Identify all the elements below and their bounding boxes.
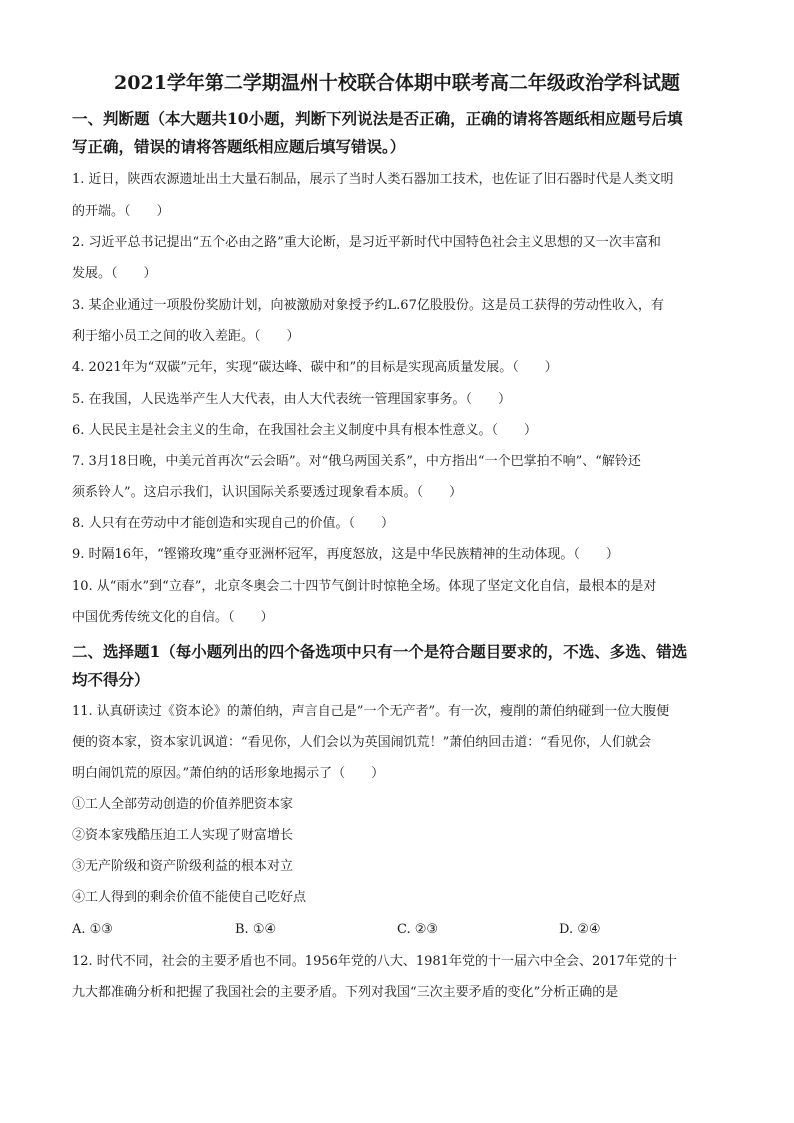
question-11-line2: 便的资本家，资本家讥讽道：“看见你，人们会以为英国闹饥荒！”萧伯纳回击道：“看见你，人们就会 <box>72 735 651 750</box>
question-10-line1: 10. 从“雨水”到“立春”，北京冬奥会二十四节气倒计时惊艳全场。体现了坚定文化自信，最根本的是对 <box>72 579 657 594</box>
question-3-line2: 利于缩小员工之间的收入差距。（ ） <box>72 329 300 344</box>
section1-heading-line1: 一、判断题（本大题共10小题，判断下列说法是否正确，正确的请将答题纸相应题号后填 <box>72 109 683 128</box>
question-11-item-4: ④工人得到的剩余价值不能使自己吃好点 <box>72 890 307 905</box>
section1-heading-line2: 写正确，错误的请将答题纸相应题后填写错误。） <box>72 137 406 156</box>
question-12-line1: 12. 时代不同，社会的主要矛盾也不同。1956年党的八大、1981年党的十一届六中全会、2017年党的十 <box>72 954 678 969</box>
question-5: 5. 在我国，人民选举产生人大代表，由人大代表统一管理国家事务。（ ） <box>72 392 512 407</box>
section2-heading-line2: 均不得分） <box>72 670 150 689</box>
question-11-line3: 明白闹饥荒的原因。”萧伯纳的话形象地揭示了（ ） <box>72 766 385 781</box>
question-11-option-c: C. ②③ <box>397 922 439 937</box>
question-2-line1: 2. 习近平总书记提出“五个必由之路”重大论断，是习近平新时代中国特色社会主义思想的又一次丰富和 <box>72 235 661 250</box>
question-11-item-1: ①工人全部劳动创造的价值养肥资本家 <box>72 797 294 812</box>
question-12-line2: 九大都准确分析和把握了我国社会的主要矛盾。下列对我国“三次主要矛盾的变化”分析正确的是 <box>72 985 619 1000</box>
question-11-item-2: ②资本家残酷压迫工人实现了财富增长 <box>72 828 294 843</box>
question-8: 8. 人只有在劳动中才能创造和实现自己的价值。（ ） <box>72 516 395 531</box>
question-7-line2: 须系铃人”。这启示我们，认识国际关系要透过现象看本质。（ ） <box>72 485 463 500</box>
question-3-line1: 3. 某企业通过一项股份奖励计划，向被激励对象授予约L.67亿股股份。这是员工获得的劳动性收入，有 <box>72 298 664 313</box>
question-9: 9. 时隔16年，“铿锵玫瑰”重夺亚洲杯冠军，再度怒放，这是中华民族精神的生动体现。（ ） <box>72 547 619 562</box>
question-6: 6. 人民民主是社会主义的生命，在我国社会主义制度中具有根本性意义。（ ） <box>72 423 538 438</box>
question-10-line2: 中国优秀传统文化的自信。（ ） <box>72 610 274 625</box>
exam-title: 2021学年第二学期温州十校联合体期中联考高二年级政治学科试题 <box>114 72 680 94</box>
question-4: 4. 2021年为“双碳”元年，实现“碳达峰、碳中和”的目标是实现高质量发展。（ ） <box>72 360 558 375</box>
question-2-line2: 发展。（ ） <box>72 266 157 281</box>
question-11-option-d: D. ②④ <box>559 922 601 937</box>
question-11-line1: 11. 认真研读过《资本论》的萧伯纳，声言自己是”一个无产者”。有一次，瘦削的萧伯纳碰到一位大腹便 <box>72 704 670 719</box>
question-11-item-3: ③无产阶级和资产阶级利益的根本对立 <box>72 859 294 874</box>
question-11-option-a: A. ①③ <box>72 922 113 937</box>
question-11-option-b: B. ①④ <box>235 922 277 937</box>
question-7-line1: 7. 3月18日晚，中美元首再次“云会晤”。对“俄乌两国关系”，中方指出“一个巴掌拍不响”、“解铃还 <box>72 454 641 469</box>
question-1-line2: 的开端。（ ） <box>72 204 170 219</box>
question-1-line1: 1. 近日，陕西农源遗址出土大量石制品，展示了当时人类石器加工技术，也佐证了旧石器时代是人类文明 <box>72 172 674 187</box>
section2-heading-line1: 二、选择题1（每小题列出的四个备选项中只有一个是符合题目要求的，不选、多选、错选 <box>72 642 688 661</box>
